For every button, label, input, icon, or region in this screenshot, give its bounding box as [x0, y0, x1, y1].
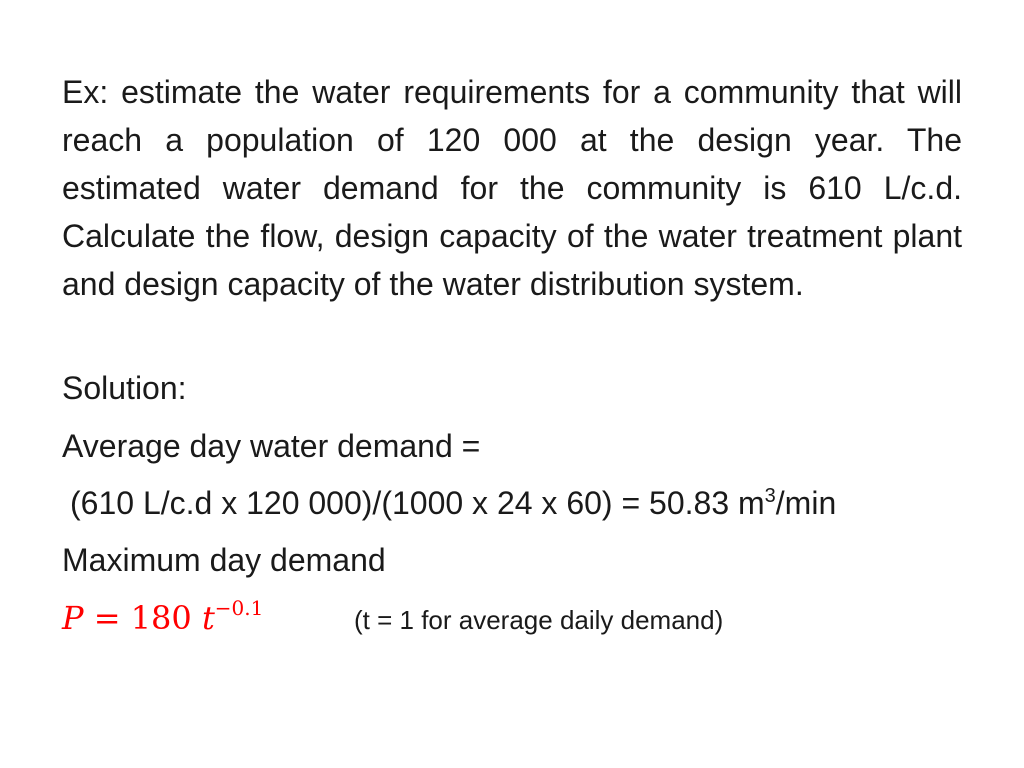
- equation-lhs: P: [62, 599, 84, 637]
- equation-equals: =: [83, 599, 131, 637]
- average-day-demand-label: Average day water demand =: [62, 428, 481, 464]
- average-day-demand-calculation: [70, 483, 836, 523]
- unit-exponent: 3: [764, 485, 776, 507]
- peak-factor-equation: [62, 598, 263, 638]
- equation-note: (t = 1 for average daily demand): [354, 605, 724, 635]
- calculation-text: (610 L/c.d x 120 000)/(1000 x 24 x 60) = 50.83 m: [70, 485, 765, 521]
- equation-exponent: −0.1: [214, 596, 264, 620]
- solution-heading: Solution:: [62, 370, 187, 406]
- problem-statement: Ex: estimate the water requirements for a community that will reach a population of 120 000 at the design year. The estimated water demand for the community is 610 L/c.d. Calculate the flow, design capacity of the water treatment plant and design capacity of the water distribution system.: [62, 74, 962, 302]
- maximum-day-demand-label: Maximum day demand: [62, 542, 386, 578]
- unit-suffix: /min: [775, 485, 837, 521]
- equation-coefficient: 180: [130, 599, 202, 637]
- equation-variable: t: [201, 599, 215, 637]
